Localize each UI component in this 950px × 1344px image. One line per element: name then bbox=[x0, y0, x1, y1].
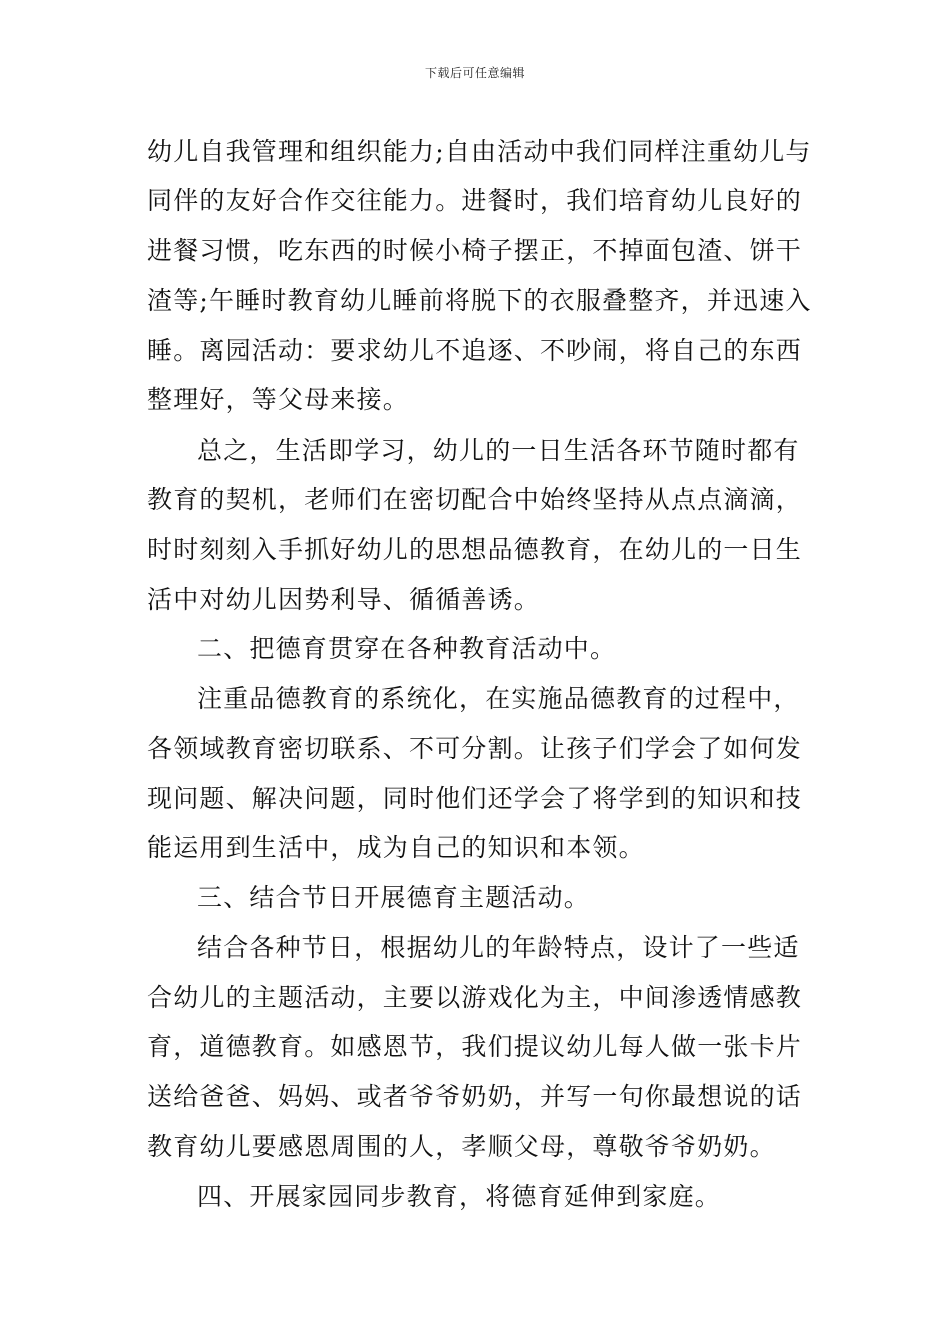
text-line: 整理好，等父母来接。 bbox=[147, 385, 410, 414]
text-line: 进餐习惯，吃东西的时候小椅子摆正，不掉面包渣、饼干 bbox=[147, 236, 803, 265]
text-line: 幼儿自我管理和组织能力;自由活动中我们同样注重幼儿与 bbox=[147, 137, 812, 166]
text-line: 活中对幼儿因势利导、循循善诱。 bbox=[147, 585, 541, 614]
text-line: 能运用到生活中，成为自己的知识和本领。 bbox=[147, 833, 645, 862]
section-heading: 二、把德育贯穿在各种教育活动中。 bbox=[197, 634, 617, 663]
text-line: 同伴的友好合作交往能力。进餐时，我们培育幼儿良好的 bbox=[147, 186, 803, 215]
text-line: 育，道德教育。如感恩节，我们提议幼儿每人做一张卡片 bbox=[147, 1032, 803, 1061]
text-line: 各领域教育密切联系、不可分割。让孩子们学会了如何发 bbox=[147, 734, 803, 763]
text-line: 现问题、解决问题，同时他们还学会了将学到的知识和技 bbox=[147, 784, 803, 813]
paragraph-first-line: 注重品德教育的系统化，在实施品德教育的过程中， bbox=[197, 684, 800, 713]
header-note: 下载后可任意编辑 bbox=[424, 66, 525, 80]
paragraph-first-line: 总之，生活即学习，幼儿的一日生活各环节随时都有 bbox=[197, 436, 800, 465]
section-heading: 三、结合节日开展德育主题活动。 bbox=[197, 883, 591, 912]
text-line: 合幼儿的主题活动，主要以游戏化为主，中间渗透情感教 bbox=[147, 983, 803, 1012]
text-line: 时时刻刻入手抓好幼儿的思想品德教育，在幼儿的一日生 bbox=[147, 535, 803, 564]
section-heading: 四、开展家园同步教育，将德育延伸到家庭。 bbox=[197, 1182, 722, 1211]
text-line: 教育幼儿要感恩周围的人，孝顺父母，尊敬爷爷奶奶。 bbox=[147, 1132, 776, 1161]
text-line: 睡。离园活动：要求幼儿不追逐、不吵闹，将自己的东西 bbox=[147, 336, 803, 365]
text-line: 教育的契机，老师们在密切配合中始终坚持从点点滴滴， bbox=[147, 485, 803, 514]
text-line: 渣等;午睡时教育幼儿睡前将脱下的衣服叠整齐，并迅速入 bbox=[147, 286, 812, 315]
text-line: 送给爸爸、妈妈、或者爷爷奶奶，并写一句你最想说的话 bbox=[147, 1082, 803, 1111]
paragraph-first-line: 结合各种节日，根据幼儿的年龄特点，设计了一些适 bbox=[197, 933, 800, 962]
